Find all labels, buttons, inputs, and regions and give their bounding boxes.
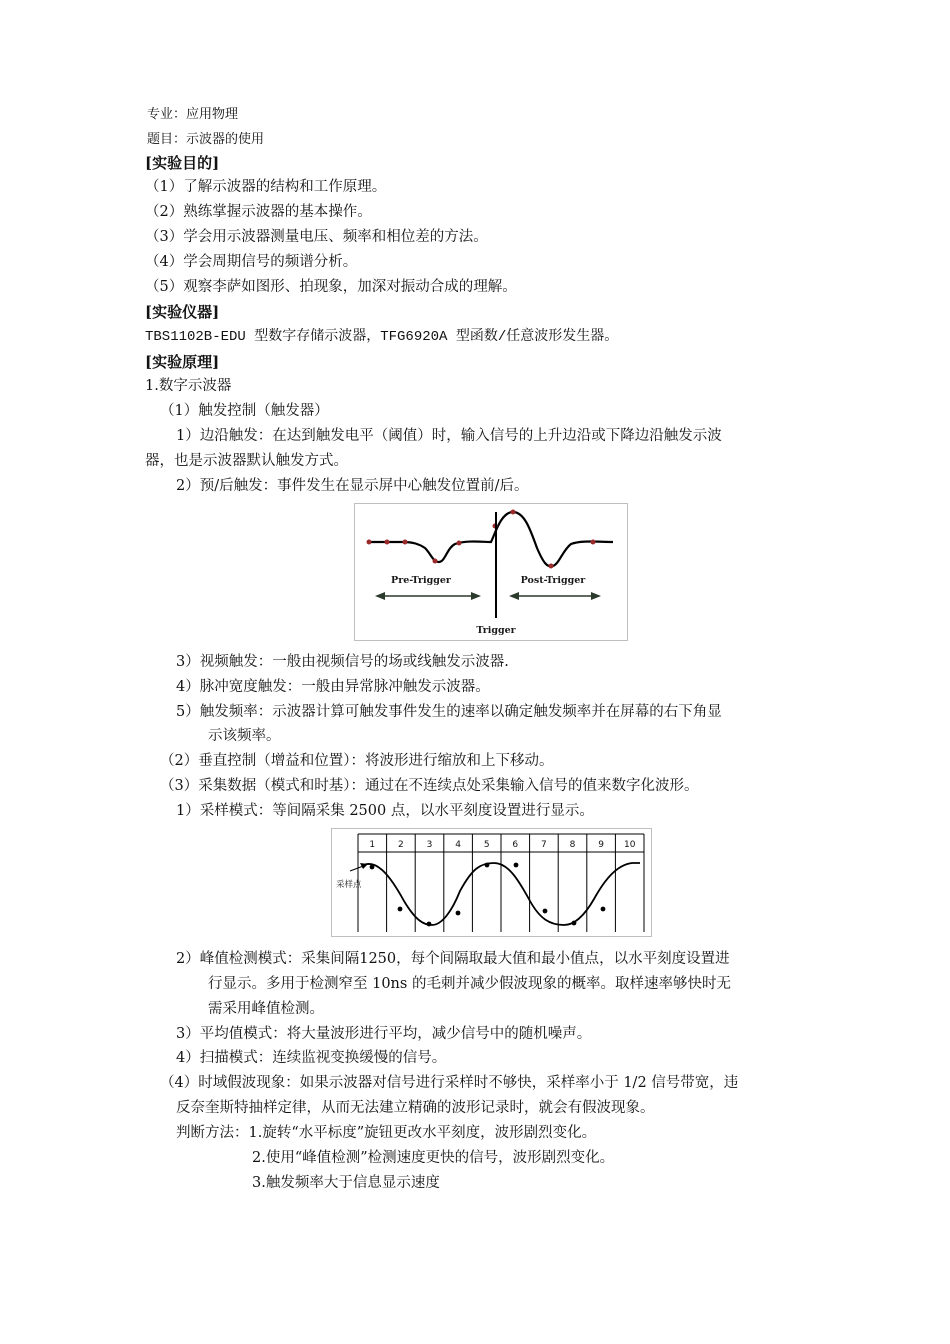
- sample-point-label: 采样点: [336, 880, 362, 890]
- sampling-column-number: 5: [483, 840, 490, 850]
- trigger-waveform: [367, 512, 613, 566]
- sampling-points: [370, 863, 606, 927]
- sampling-column-number: 4: [455, 840, 461, 850]
- vertical-control-line: （2）垂直控制（增益和位置）：将波形进行缩放和上下移动。: [160, 753, 554, 769]
- scan-mode-line: 4）扫描模式：连续监视变换缓慢的信号。: [176, 1050, 447, 1066]
- trigger-waveform-points: [367, 510, 596, 569]
- judge-method-1: 判断方法：1.旋转“水平标度”旋钮更改水平刻度，波形剧烈变化。: [176, 1125, 597, 1141]
- edge-trigger-line2: 器，也是示波器默认触发方式。: [145, 453, 348, 469]
- acquire-data-line: （3）采集数据（模式和时基）：通过在不连续点处采集输入信号的值来数字化波形。: [160, 778, 699, 794]
- pulse-width-trigger-line: 4）脉冲宽度触发：一般由异常脉冲触发示波器。: [176, 679, 490, 695]
- trigger-frequency-line2: 示该频率。: [208, 728, 281, 744]
- purpose-item-5: （5）观察李萨如图形、拍现象，加深对振动合成的理解。: [145, 279, 517, 295]
- pre-trigger-label: Pre-Trigger: [391, 575, 451, 586]
- pre-post-trigger-line: 2）预/后触发：事件发生在显示屏中心触发位置前/后。: [176, 478, 529, 494]
- average-mode-line: 3）平均值模式：将大量波形进行平均，减少信号中的随机噪声。: [176, 1026, 592, 1042]
- trigger-waveform-svg: [355, 504, 627, 640]
- trigger-label: Trigger: [476, 625, 516, 636]
- judge-method-2: 2.使用“峰值检测”检测速度更快的信号，波形剧烈变化。: [252, 1150, 615, 1166]
- instruments-heading: [实验仪器]: [145, 303, 220, 321]
- video-trigger-line: 3）视频触发：一般由视频信号的场或线触发示波器.: [176, 654, 509, 670]
- purpose-item-3: （3）学会用示波器测量电压、频率和相位差的方法。: [145, 229, 488, 245]
- principle-heading: [实验原理]: [145, 353, 220, 371]
- sample-mode-line: 1）采样模式：等间隔采集 2500 点，以水平刻度设置进行显示。: [176, 803, 594, 819]
- instruments-text: TBS1102B-EDU 型数字存储示波器，TFG6920A 型函数/任意波形发生器。: [145, 329, 619, 345]
- section-digital-oscilloscope: 1.数字示波器: [145, 378, 232, 394]
- trigger-frequency-line1: 5）触发频率：示波器计算可触发事件发生的速率以确定触发频率并在屏幕的右下角显: [176, 704, 722, 720]
- sampling-column-number: 10: [623, 840, 636, 850]
- topic-line: 题目：示波器的使用: [147, 132, 265, 147]
- sampling-column-number: 9: [598, 840, 604, 850]
- purpose-heading: [实验目的]: [145, 154, 220, 172]
- edge-trigger-line1: 1）边沿触发：在达到触发电平（阈值）时，输入信号的上升边沿或下降边沿触发示波: [176, 428, 722, 444]
- sampling-column-number: 2: [398, 840, 404, 850]
- sampling-column-number: 1: [369, 840, 376, 850]
- peak-detect-line3: 需采用峰值检测。: [208, 1001, 324, 1017]
- judge-method-3: 3.触发频率大于信息显示速度: [252, 1175, 440, 1191]
- trigger-figure: [354, 503, 628, 641]
- peak-detect-line2: 行显示。多用于检测窄至 10ns 的毛刺并减少假波现象的概率。取样速率够快时无: [208, 976, 731, 992]
- post-trigger-label: Post-Trigger: [520, 575, 586, 586]
- aliasing-line1: （4）时域假波现象：如果示波器对信号进行采样时不够快，采样率小于 1/2 信号带宽，违: [160, 1075, 739, 1091]
- sampling-figure: [331, 828, 652, 937]
- sampling-column-number: 6: [512, 840, 519, 850]
- major-line: 专业：应用物理: [147, 107, 239, 122]
- sampling-column-number: 8: [569, 840, 576, 850]
- purpose-item-2: （2）熟练掌握示波器的基本操作。: [145, 204, 372, 220]
- purpose-item-4: （4）学会周期信号的频谱分析。: [145, 254, 358, 270]
- peak-detect-line1: 2）峰值检测模式：采集间隔1250，每个间隔取最大值和最小值点，以水平刻度设置进: [176, 951, 730, 967]
- aliasing-line2: 反奈奎斯特抽样定律，从而无法建立精确的波形记录时，就会有假波现象。: [176, 1100, 655, 1116]
- sampling-column-number: 3: [426, 840, 433, 850]
- sampling-svg: [332, 829, 651, 936]
- purpose-item-1: （1）了解示波器的结构和工作原理。: [145, 179, 387, 195]
- sampling-columns: [358, 834, 644, 932]
- trigger-control-title: （1）触发控制（触发器）: [160, 403, 329, 419]
- sampling-column-number: 7: [541, 840, 547, 850]
